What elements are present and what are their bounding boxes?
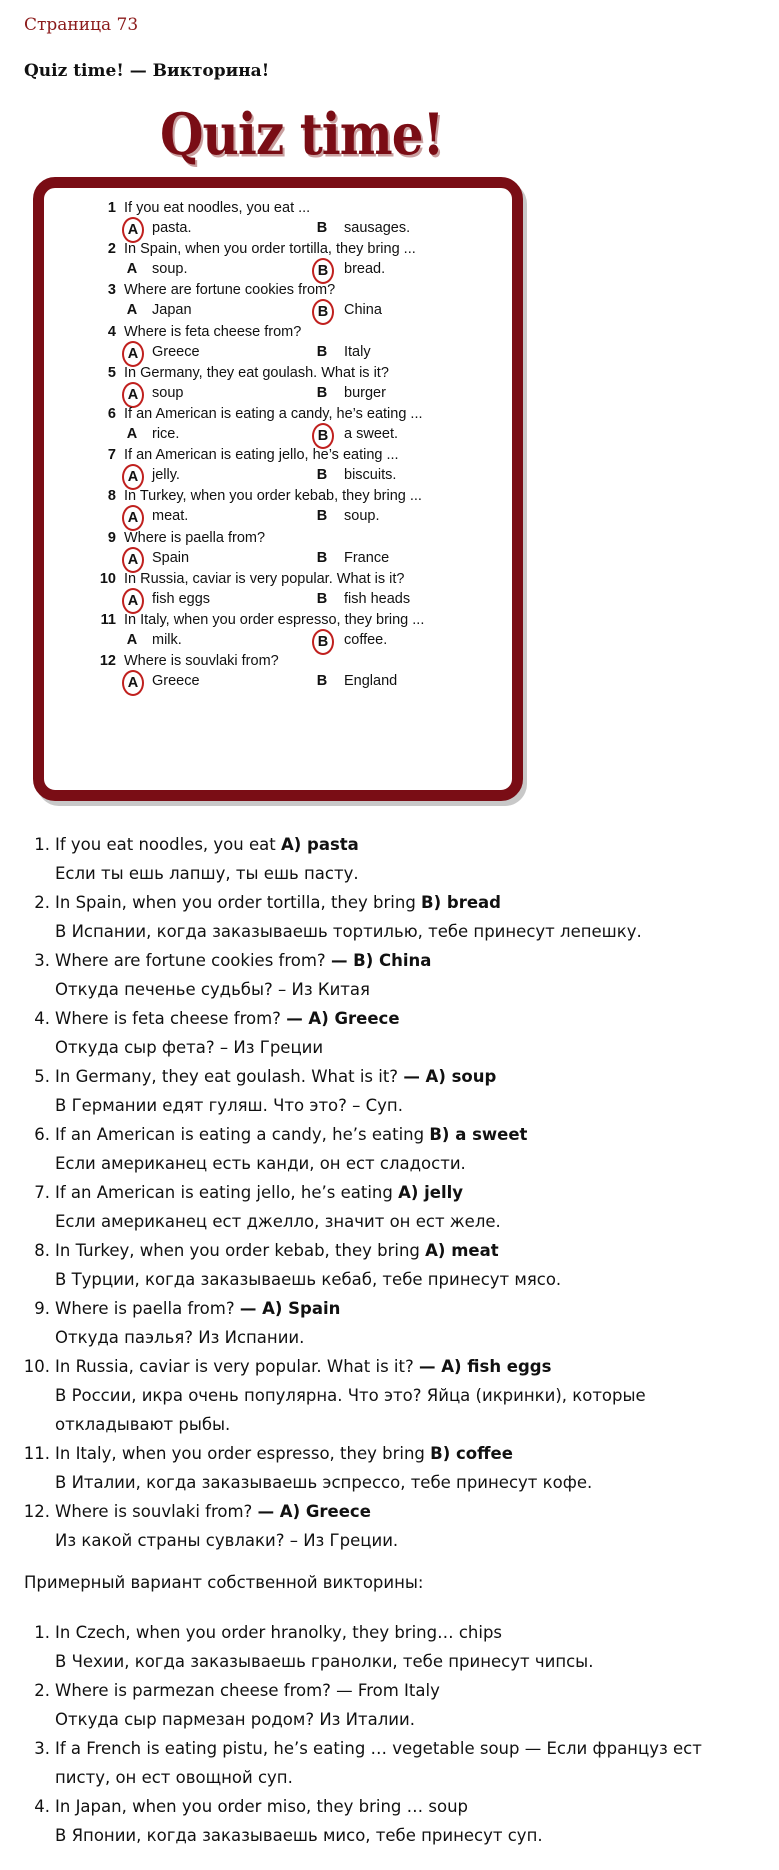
option-b-letter: B (316, 220, 328, 236)
answer-russian: В Испании, когда заказываешь тортилью, тебе принесут лепешку. (55, 922, 642, 941)
quiz-question-number: 8 (107, 488, 116, 505)
answer-choice: B) a sweet (429, 1125, 528, 1144)
option-a-text: rice. (152, 426, 180, 442)
quiz-options (94, 673, 514, 695)
option-b-letter: B (316, 673, 328, 690)
answer-item (0, 1120, 779, 1178)
answer-russian: Откуда паэлья? Из Испании. (55, 1328, 305, 1347)
own-quiz-item (0, 1734, 779, 1792)
quiz-question-number: 1 (107, 200, 116, 216)
quiz-options (94, 261, 514, 283)
answer-item (0, 1236, 779, 1294)
answers-section (0, 830, 779, 1555)
option-a-letter: A (126, 632, 138, 648)
answer-item (0, 830, 779, 888)
option-b-letter: B (316, 384, 328, 401)
option-a-letter: A (122, 382, 144, 408)
option-b-text: coffee. (344, 632, 388, 648)
answer-russian: Откуда сыр фета? – Из Греции (55, 1038, 324, 1057)
answer-item (0, 888, 779, 946)
answer-choice: B) bread (421, 893, 501, 912)
option-a-letter: A (122, 670, 144, 696)
own-quiz-number: 1. (34, 1623, 50, 1642)
quiz-options (94, 302, 514, 324)
quiz-image (30, 100, 530, 805)
answer-number: 9. (34, 1299, 50, 1318)
quiz-options (94, 344, 514, 366)
answer-item (0, 1497, 779, 1555)
answer-english: Where is paella from? — A) Spain (55, 1299, 341, 1318)
quiz-options (94, 591, 514, 613)
quiz-options (94, 220, 514, 242)
option-b-letter: B (316, 508, 328, 525)
option-b-text: England (344, 673, 398, 690)
answer-russian: В Турции, когда заказываешь кебаб, тебе принесут мясо. (55, 1270, 562, 1289)
answer-russian: Если ты ешь лапшу, ты ешь пасту. (55, 864, 359, 883)
option-a-letter: A (126, 302, 138, 319)
quiz-question-text: Where are fortune cookies from? (124, 282, 336, 299)
answer-number: 3. (34, 951, 50, 970)
answers-list (0, 830, 779, 1555)
option-b-letter: B (316, 343, 328, 360)
answer-item (0, 1439, 779, 1497)
quiz-question-number: 11 (100, 612, 116, 628)
answer-number: 6. (34, 1125, 50, 1144)
option-a-text: soup. (152, 261, 188, 278)
own-quiz-number: 3. (34, 1739, 50, 1758)
answer-english: In Spain, when you order tortilla, they bring B) bread (55, 893, 501, 912)
quiz-question (94, 488, 514, 530)
quiz-question-number: 12 (99, 653, 116, 670)
quiz-image-title: Quiz time! (160, 100, 444, 168)
quiz-question (94, 365, 514, 407)
answer-russian: В Германии едят гуляш. Что это? – Суп. (55, 1096, 403, 1115)
option-a-text: Japan (152, 302, 192, 319)
option-a-text: meat. (152, 508, 189, 525)
own-quiz-section (0, 1618, 779, 1850)
quiz-card (33, 177, 523, 801)
quiz-question-number: 6 (107, 406, 116, 422)
option-a-letter: A (122, 547, 144, 573)
option-a-letter: A (126, 261, 138, 278)
answer-number: 4. (34, 1009, 50, 1028)
option-a-letter: A (126, 426, 138, 442)
quiz-options (94, 467, 514, 489)
answer-choice: A) pasta (280, 835, 359, 854)
option-b-text: burger (344, 384, 386, 401)
answer-english: In Germany, they eat goulash. What is it? — A) soup (55, 1067, 497, 1086)
quiz-question (94, 447, 514, 489)
quiz-question (94, 282, 514, 324)
answer-russian: В Италии, когда заказываешь эспрессо, тебе принесут кофе. (55, 1473, 593, 1492)
answer-english: Where is feta cheese from? — A) Greece (55, 1009, 400, 1028)
option-b-letter: B (312, 299, 334, 325)
answer-russian: Если американец есть канди, он ест сладости. (55, 1154, 466, 1173)
option-b-text: France (344, 549, 390, 566)
own-quiz-russian: Откуда сыр пармезан родом? Из Италии. (55, 1710, 415, 1729)
answer-choice: — A) Greece (286, 1009, 400, 1028)
option-b-text: China (344, 302, 382, 319)
quiz-question (94, 612, 514, 654)
answer-number: 2. (34, 893, 50, 912)
answer-item (0, 1062, 779, 1120)
quiz-question-text: In Russia, caviar is very popular. What is it? (124, 570, 405, 587)
own-quiz-english: In Japan, when you order miso, they bring … soup (55, 1797, 468, 1816)
own-quiz-russian: В Чехии, когда заказываешь гранолки, тебе принесут чипсы. (55, 1652, 594, 1671)
own-quiz-number: 2. (34, 1681, 50, 1700)
quiz-question-number: 3 (107, 282, 116, 299)
answer-choice: A) meat (425, 1241, 499, 1260)
own-quiz-english: In Czech, when you order hranolky, they bring… chips (55, 1623, 503, 1642)
own-quiz-item (0, 1618, 779, 1676)
option-b-letter: B (312, 629, 334, 655)
quiz-question-text: In Turkey, when you order kebab, they bring ... (124, 488, 422, 505)
option-a-text: milk. (152, 632, 182, 648)
quiz-options (94, 508, 514, 530)
answer-number: 1. (34, 835, 50, 854)
quiz-question-text: Where is souvlaki from? (124, 653, 279, 670)
quiz-question-text: In Italy, when you order espresso, they bring ... (124, 612, 425, 628)
answer-number: 11. (23, 1444, 50, 1463)
option-b-letter: B (312, 258, 334, 284)
answer-choice: — A) fish eggs (418, 1357, 552, 1376)
quiz-options (94, 632, 514, 654)
own-quiz-item (0, 1792, 779, 1850)
option-b-text: sausages. (344, 220, 411, 236)
option-a-letter: A (122, 505, 144, 531)
quiz-question-text: In Spain, when you order tortilla, they bring ... (124, 241, 416, 258)
option-a-text: jelly. (152, 467, 180, 484)
option-b-text: fish heads (344, 590, 411, 607)
option-a-text: Spain (152, 549, 190, 566)
answer-choice: — A) Greece (257, 1502, 371, 1521)
answer-choice: — A) Spain (239, 1299, 341, 1318)
answer-choice: — B) China (330, 951, 432, 970)
answer-english: If an American is eating a candy, he’s eating B) a sweet (55, 1125, 528, 1144)
answer-english: If an American is eating jello, he’s eating A) jelly (55, 1183, 464, 1202)
quiz-options (94, 385, 514, 407)
own-quiz-item (0, 1676, 779, 1734)
quiz-question-text: If an American is eating jello, he’s eating ... (124, 447, 399, 464)
answer-choice: A) jelly (398, 1183, 464, 1202)
answer-choice: B) coffee (430, 1444, 513, 1463)
quiz-question-number: 9 (107, 529, 116, 546)
quiz-question-number: 4 (107, 323, 116, 340)
quiz-options (94, 426, 514, 448)
quiz-options (94, 550, 514, 572)
answer-item (0, 1294, 779, 1352)
option-b-text: soup. (344, 508, 380, 525)
answer-number: 12. (23, 1502, 50, 1521)
quiz-question-text: If an American is eating a candy, he’s eating ... (124, 406, 423, 422)
answer-item (0, 1352, 779, 1439)
answer-item (0, 1004, 779, 1062)
option-b-letter: B (316, 467, 328, 484)
quiz-question (94, 241, 514, 283)
quiz-question-text: Where is paella from? (124, 529, 266, 546)
answer-russian: В России, икра очень популярна. Что это? Яйца (икринки), которые откладывают рыбы. (55, 1386, 646, 1434)
quiz-question-number: 7 (107, 447, 116, 464)
quiz-question (94, 324, 514, 366)
quiz-question (94, 200, 514, 242)
own-quiz-list (0, 1618, 779, 1850)
own-quiz-english: If a French is eating pistu, he’s eating … vegetable soup — Если француз ест писту, он ест овощной суп. (55, 1739, 702, 1787)
option-b-letter: B (316, 549, 328, 566)
option-a-text: Greece (152, 673, 200, 690)
own-quiz-heading: Примерный вариант собственной викторины: (24, 1573, 424, 1592)
page-number: Страница 73 (24, 15, 139, 35)
answer-choice: — A) soup (403, 1067, 497, 1086)
option-b-letter: B (312, 423, 334, 449)
answer-english: In Russia, caviar is very popular. What is it? — A) fish eggs (55, 1357, 552, 1376)
quiz-question-text: If you eat noodles, you eat ... (124, 200, 311, 216)
answer-english: In Italy, when you order espresso, they bring B) coffee (55, 1444, 513, 1463)
option-a-letter: A (122, 588, 144, 614)
answer-english: In Turkey, when you order kebab, they bring A) meat (55, 1241, 499, 1260)
quiz-question-number: 2 (107, 241, 116, 258)
answer-english: Where are fortune cookies from? — B) China (55, 951, 432, 970)
quiz-question (94, 406, 514, 448)
answer-number: 7. (34, 1183, 50, 1202)
option-a-letter: A (122, 341, 144, 367)
answer-russian: Откуда печенье судьбы? – Из Китая (55, 980, 370, 999)
own-quiz-russian: В Японии, когда заказываешь мисо, тебе принесут суп. (55, 1826, 543, 1845)
answer-number: 5. (34, 1067, 50, 1086)
option-a-text: soup (152, 384, 184, 401)
quiz-question (94, 530, 514, 572)
answer-item (0, 1178, 779, 1236)
page-heading: Quiz time! — Викторина! (24, 61, 270, 81)
option-b-text: bread. (344, 261, 386, 278)
option-b-text: biscuits. (344, 467, 397, 484)
quiz-question-number: 10 (99, 570, 116, 587)
option-b-text: Italy (344, 343, 371, 360)
own-quiz-number: 4. (34, 1797, 50, 1816)
answer-number: 8. (34, 1241, 50, 1260)
quiz-question-text: In Germany, they eat goulash. What is it? (124, 364, 389, 381)
answer-english: If you eat noodles, you eat A) pasta (55, 835, 359, 854)
option-b-letter: B (316, 590, 328, 607)
own-quiz-english: Where is parmezan cheese from? — From Italy (55, 1681, 440, 1700)
quiz-question (94, 653, 514, 695)
quiz-question (94, 571, 514, 613)
option-a-text: fish eggs (152, 590, 211, 607)
answer-number: 10. (23, 1357, 50, 1376)
quiz-question-text: Where is feta cheese from? (124, 323, 302, 340)
option-a-text: Greece (152, 343, 200, 360)
option-a-letter: A (122, 464, 144, 490)
answer-russian: Если американец ест джелло, значит он ест желе. (55, 1212, 501, 1231)
answer-item (0, 946, 779, 1004)
quiz-question-number: 5 (107, 364, 116, 381)
option-a-letter: A (122, 217, 144, 243)
answer-russian: Из какой страны сувлаки? – Из Греции. (55, 1531, 399, 1550)
option-a-text: pasta. (152, 220, 192, 236)
answer-english: Where is souvlaki from? — A) Greece (55, 1502, 371, 1521)
option-b-text: a sweet. (344, 426, 398, 442)
